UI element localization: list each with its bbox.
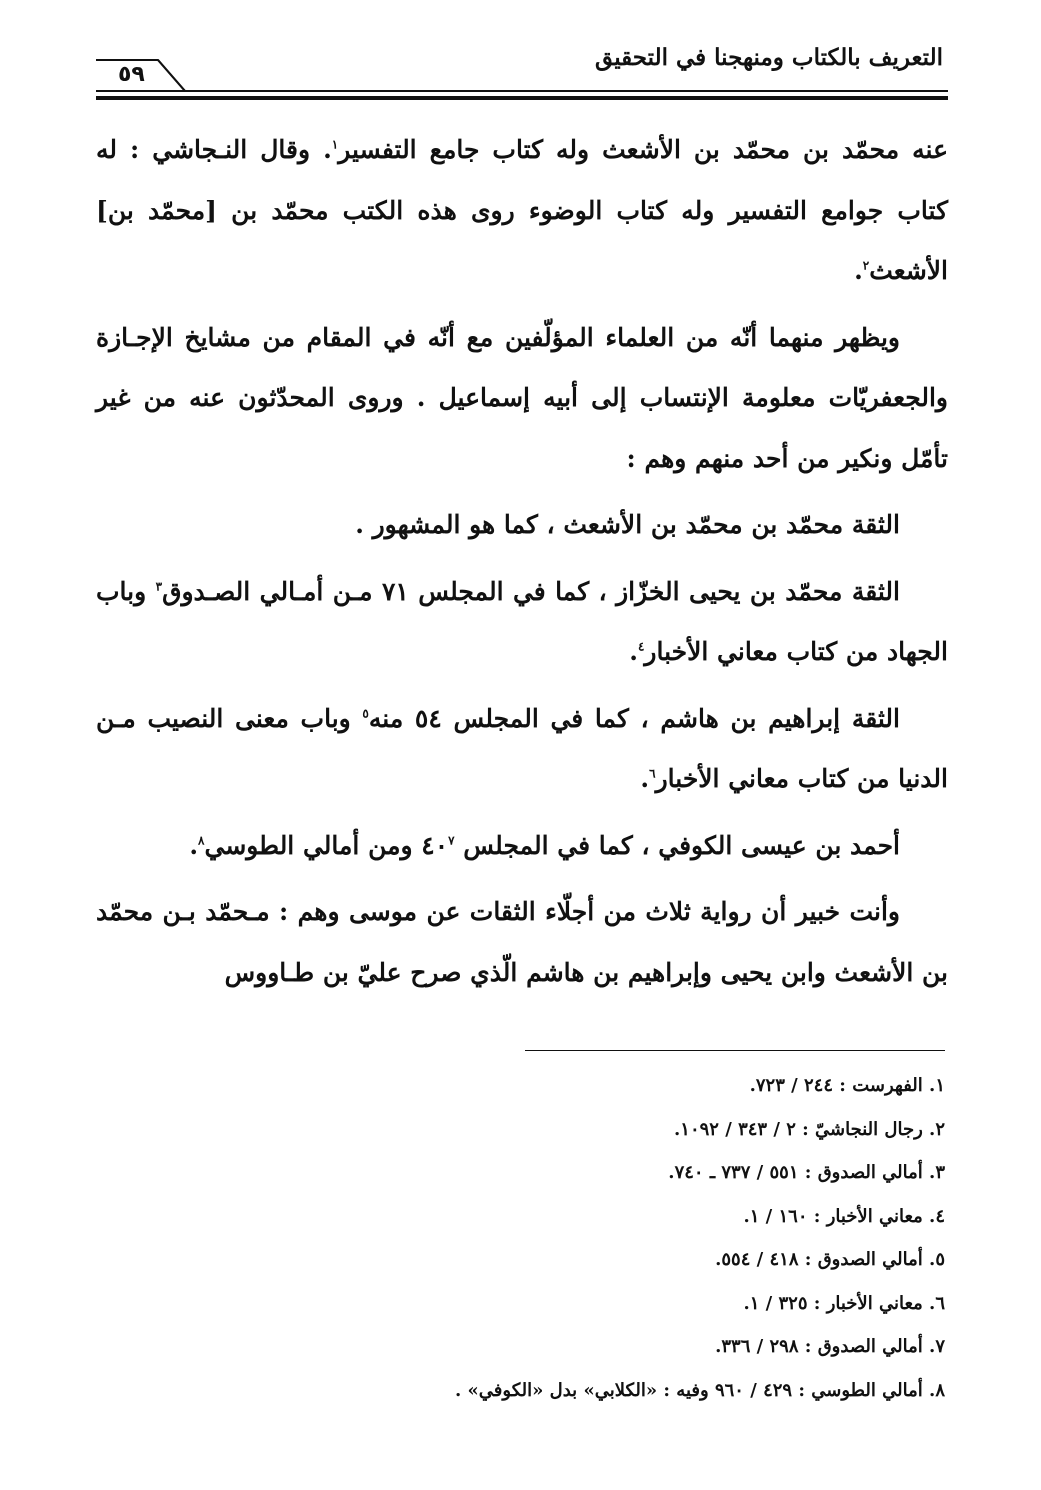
footnote-item: ٧. أمالي الصدوق : ٢٩٨ / ٣٣٦. xyxy=(715,1336,945,1357)
footnote-item: ٤. معاني الأخبار : ١٦٠ / ١. xyxy=(743,1205,945,1227)
footnote-marker: ٧ xyxy=(448,833,455,848)
paragraph-3: الثقة محمّد بن محمّد بن الأشعث ، كما هو المشهور . xyxy=(355,510,900,539)
footnote-item: ٢. رجال النجاشيّ : ٢ / ٣٤٣ / ١٠٩٢. xyxy=(674,1118,945,1140)
footnote-rule xyxy=(525,1050,945,1051)
paragraph-1: عنه محمّد بن محمّد بن الأشعث وله كتاب جامع التفسير$^١$. وقال النـجاشي : له كتاب جوامع التفسير وله كتاب الوضوء روى هذه الكتب محمّد بن [محمّد بن] الأشعث$^٢$. xyxy=(96,135,948,285)
paragraph-6: أحمد بن عيسى الكوفي ، كما في المجلس ٤٠$^٧$ ومن أمالي الطوسي$^٨$. xyxy=(189,830,900,860)
paragraph-4: الثقة محمّد بن يحيى الخزّاز ، كما في المجلس ٧١ مـن أمـالي الصـدوق$^٣$ وباب الجهاد من كتاب معاني الأخبار$^٤$. xyxy=(96,576,948,666)
footnote-marker: ٣ xyxy=(155,579,163,594)
paragraph-5: الثقة إبراهيم بن هاشم ، كما في المجلس ٥٤ منه$^٥$ وباب معنى النصيب مـن الدنيا من كتاب معاني الأخبار$^٦$. xyxy=(96,703,948,793)
footnote-marker: ٢ xyxy=(862,258,870,273)
footnote-marker: ٨ xyxy=(198,833,205,848)
footnote-marker: ١ xyxy=(331,137,339,152)
footnote-marker: ٦ xyxy=(649,766,656,781)
footnote-item: ٨. أمالي الطوسي : ٤٢٩ / ٩٦٠ وفيه : «الكلابي» بدل «الكوفي» . xyxy=(455,1379,945,1401)
footnote-item: ٥. أمالي الصدوق : ٤١٨ / ٥٥٤. xyxy=(715,1249,945,1270)
footnotes xyxy=(85,1064,945,1412)
footnote-item: ٦. معاني الأخبار : ٣٢٥ / ١. xyxy=(743,1292,945,1314)
footnote-item: ١. الفهرست : ٢٤٤ / ٧٢٣. xyxy=(749,1075,945,1096)
header-rule xyxy=(0,0,1041,110)
main-text xyxy=(96,120,948,1009)
footnote-marker: ٤ xyxy=(637,639,645,654)
paragraph-7: وأنت خبير أن رواية ثلاث من أجلّاء الثقات عن موسى وهم : مـحمّد بـن محمّد بن الأشعث وابن يحيى وإبراهيم بن هاشم الّذي صرح عليّ بن طـاووس xyxy=(96,897,948,987)
footnote-item: ٣. أمالي الصدوق : ٥٥١ / ٧٣٧ ـ ٧٤٠. xyxy=(668,1162,945,1183)
paragraph-2: ويظهر منهما أنّه من العلماء المؤلّفين مع أنّه في المقام من مشايخ الإجـازة والجعفريّات معلومة الإنتساب إلى أبيه إسماعيل . وروى المحدّثون عنه من غير تأمّل ونكير من أحد منهم وهم : xyxy=(96,322,948,473)
page-number: ٥٩ xyxy=(118,62,145,87)
running-title: التعريف بالكتاب ومنهجنا في التحقيق xyxy=(595,44,943,71)
footnote-marker: ٥ xyxy=(362,706,369,721)
